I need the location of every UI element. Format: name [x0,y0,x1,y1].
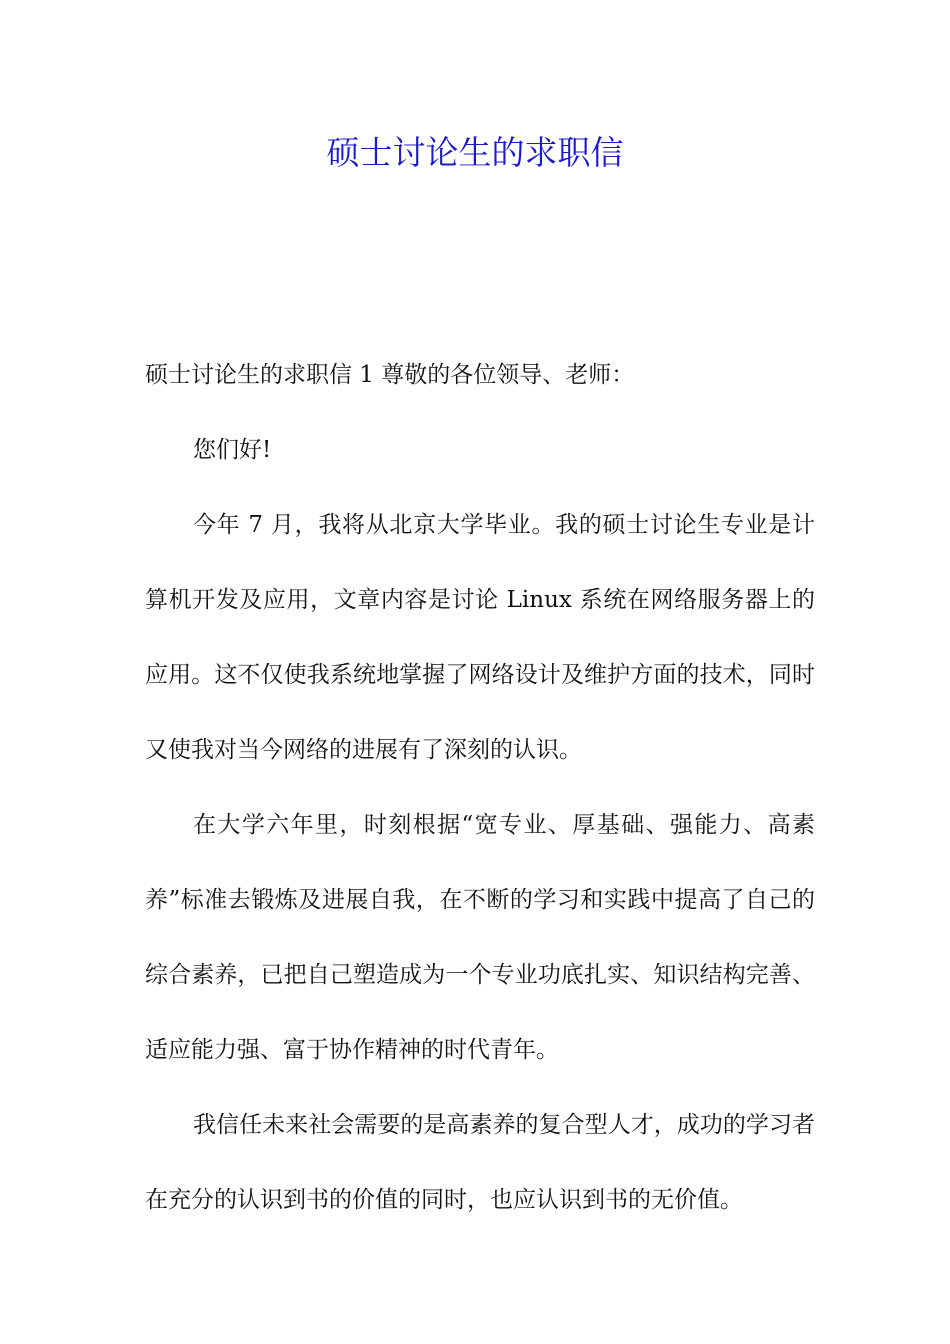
paragraph-belief: 我信任未来社会需要的是高素养的复合型人才，成功的学习者在充分的认识到书的价值的同时，也应认识到书的无价值。 [145,1112,815,1213]
paragraph-university-years: 在大学六年里，时刻根据“宽专业、厚基础、强能力、高素养”标准去锻炼及进展自我，在不断的学习和实践中提高了自己的综合素养，已把自己塑造成为一个专业功底扎实、知识结构完善、适应能力强、富于协作精神的时代青年。 [145,812,815,1063]
document-body [145,338,815,1238]
document-title: 硕士讨论生的求职信 [326,133,624,172]
paragraph-greeting: 您们好! [193,437,272,463]
paragraph-graduation: 今年 7 月，我将从北京大学毕业。我的硕士讨论生专业是计算机开发及应用，文章内容是讨论 Linux 系统在网络服务器上的应用。这不仅使我系统地掌握了网络设计及维护方面的技术，同时又使我对当今网络的进展有了深刻的认识。 [145,512,815,763]
paragraph-salutation: 硕士讨论生的求职信 1 尊敬的各位领导、老师： [145,362,635,388]
